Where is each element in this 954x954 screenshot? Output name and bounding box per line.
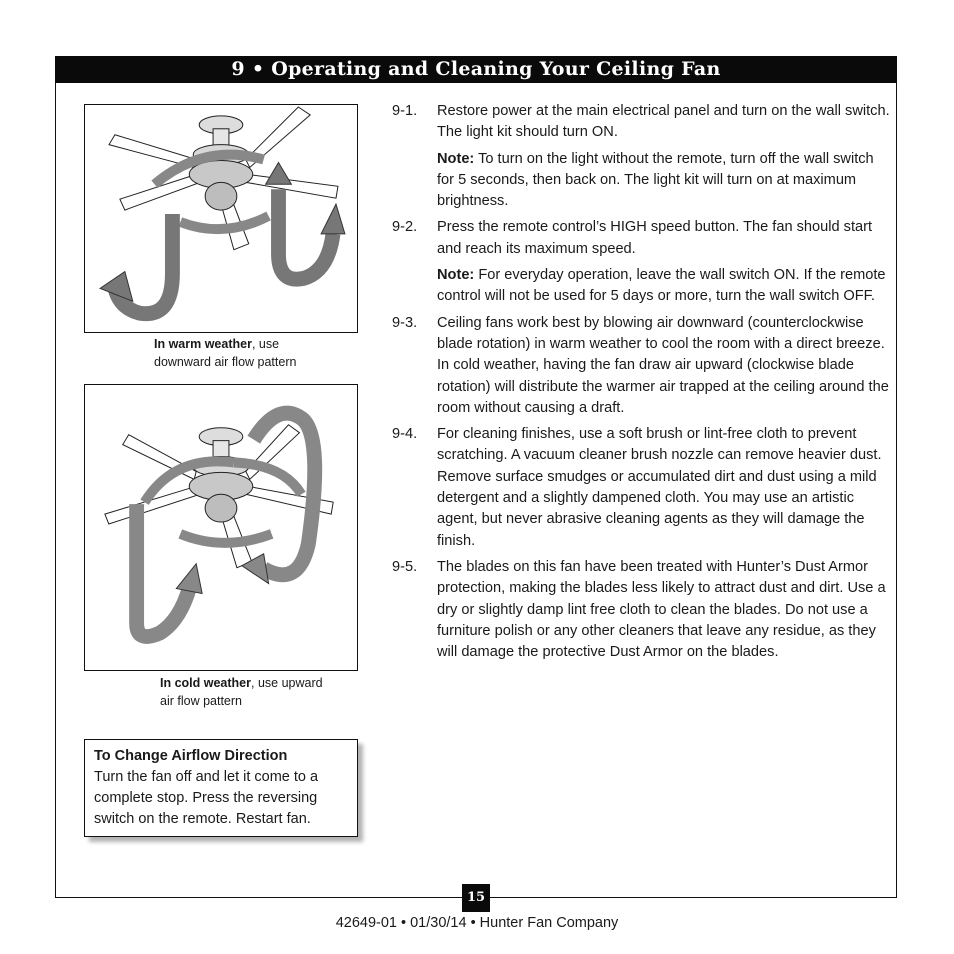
- ceiling-fan-downward-airflow-illustration: [85, 105, 357, 332]
- instruction-steps: [392, 101, 892, 668]
- step-text: For cleaning finishes, use a soft brush or lint-free cloth to prevent scratching. A vacuum cleaner brush nozzle can remove heavier dust. Remove surface smudges or accumulated dirt and dust using a mild detergent and a slightly dampened cloth. You may use an artistic agent, but never abrasive cleaning agents as they will damage the finish.: [437, 426, 882, 549]
- step-9-2: [392, 217, 892, 307]
- page-title: 9 • Operating and Cleaning Your Ceiling Fan: [55, 56, 897, 83]
- step-number: 9-1.: [392, 103, 418, 119]
- cold-weather-figure: [84, 384, 358, 671]
- step-number: 9-2.: [392, 219, 418, 236]
- airflow-direction-title: To Change Airflow Direction: [94, 748, 288, 764]
- note-text: To turn on the light without the remote, turn off the wall switch for 5 seconds, then back on. The light kit will turn on at maximum brightness.: [437, 150, 874, 210]
- ceiling-fan-upward-airflow-illustration: [85, 385, 357, 670]
- airflow-direction-box: [84, 739, 358, 837]
- step-note: [437, 265, 892, 308]
- step-9-3: [392, 313, 892, 419]
- step-9-4: [392, 424, 892, 552]
- note-label: Note:: [437, 150, 475, 167]
- step-text: Ceiling fans work best by blowing air downward (counterclockwise blade rotation) in warm weather to cool the room with a direct breeze. In cold weather, having the fan draw air upward (clockwise blade rotation) will distribute the warmer air trapped at the ceiling around the room without causing a draft.: [437, 314, 889, 416]
- step-text: The blades on this fan have been treated with Hunter’s Dust Armor protection, making the blades less likely to attract dust and dirt. Use a dry or slightly damp lint free cloth to clean the blades. Do not use a furniture polish or any other cleaners that leave any residue, as they will damage the protective Dust Armor on the blades.: [437, 558, 886, 661]
- page-number: 15: [462, 884, 490, 912]
- warm-weather-figure: [84, 104, 358, 333]
- cold-weather-caption-rest: , use upward: [251, 676, 323, 690]
- step-note: [437, 149, 892, 213]
- note-label: Note:: [437, 267, 475, 284]
- step-9-5: [392, 557, 892, 663]
- cold-weather-caption-line2: air flow pattern: [160, 694, 242, 708]
- airflow-direction-text: Turn the fan off and let it come to a complete stop. Press the reversing switch on the remote. Restart fan.: [94, 769, 319, 827]
- step-number: 9-5.: [392, 558, 418, 575]
- warm-weather-caption-rest: , use: [251, 337, 280, 351]
- cold-weather-caption: [160, 674, 323, 710]
- step-number: 9-3.: [392, 314, 418, 331]
- note-text: For everyday operation, leave the wall switch ON. If the remote control will not be used for 5 days or more, turn the wall switch OFF.: [437, 267, 886, 305]
- cold-weather-caption-bold: In cold weather: [160, 676, 251, 690]
- warm-weather-caption: [154, 335, 296, 371]
- page-footer: 42649-01 • 01/30/14 • Hunter Fan Company: [335, 915, 619, 931]
- step-text: Press the remote control’s HIGH speed button. The fan should start and reach its maximum speed.: [437, 219, 873, 257]
- step-number: 9-4.: [392, 426, 418, 443]
- step-text: Restore power at the main electrical panel and turn on the wall switch. The light kit should turn ON.: [437, 103, 890, 141]
- warm-weather-caption-bold: In warm weather: [154, 337, 252, 351]
- step-9-1: [392, 101, 892, 212]
- warm-weather-caption-line2: downward air flow pattern: [154, 355, 297, 369]
